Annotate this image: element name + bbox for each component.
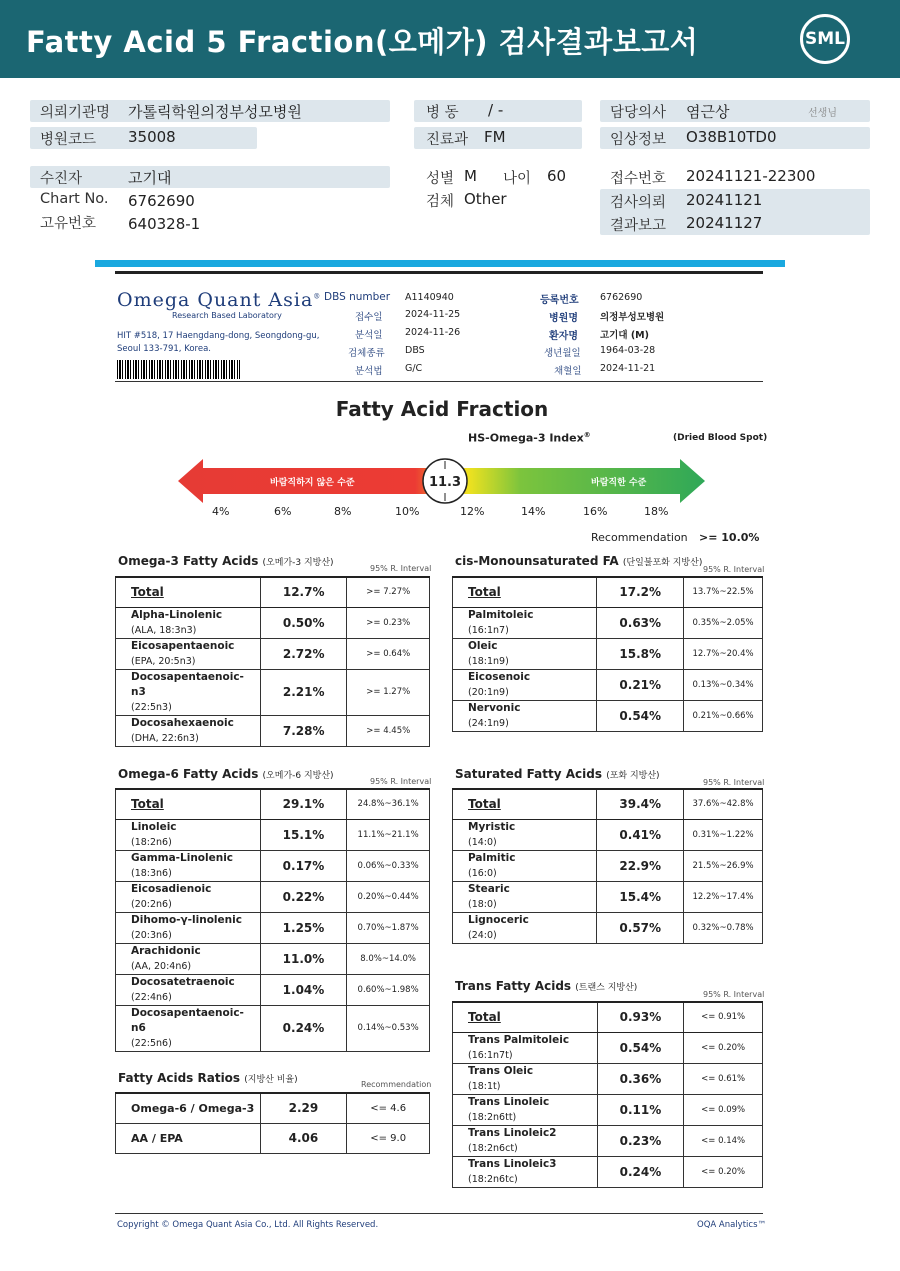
table-cell bbox=[116, 715, 261, 746]
doctor-suffix: 선생님 bbox=[808, 108, 837, 119]
cell-text: Trans Linoleic bbox=[468, 1095, 550, 1108]
table-row bbox=[116, 881, 430, 912]
index-ticks bbox=[0, 505, 900, 521]
table-cell: 0.21% bbox=[597, 669, 684, 700]
table-cell: 0.50% bbox=[260, 607, 347, 638]
table-row bbox=[453, 1094, 763, 1125]
table-row bbox=[453, 1156, 763, 1187]
table-cell: 2.21% bbox=[260, 669, 347, 715]
cell-text: (20:2n6) bbox=[131, 898, 172, 910]
table-row bbox=[116, 850, 430, 881]
table-row bbox=[116, 1123, 430, 1153]
reg-label: 등록번호 bbox=[540, 295, 579, 306]
tick-12: 12% bbox=[460, 505, 485, 518]
table-row bbox=[453, 819, 763, 850]
table-cell bbox=[116, 943, 261, 974]
table-cell bbox=[453, 881, 597, 912]
cell-text: Trans Fatty Acids bbox=[455, 979, 572, 993]
table-cell: 0.36% bbox=[597, 1063, 684, 1094]
table-row bbox=[116, 638, 430, 669]
table-cell: 0.31%~1.22% bbox=[684, 819, 763, 850]
chart-value: 6762690 bbox=[128, 192, 195, 210]
tick-8: 8% bbox=[334, 505, 352, 518]
cell-text: Trans Linoleic3 bbox=[468, 1157, 557, 1170]
table-cell bbox=[453, 850, 597, 881]
table-cell: >= 1.27% bbox=[347, 669, 430, 715]
specimen-label: 검체 bbox=[426, 194, 455, 210]
patient-row bbox=[30, 166, 390, 188]
cell-text: Docosapentaenoic-n3 bbox=[131, 670, 244, 698]
sex-value: M bbox=[464, 167, 477, 185]
table-cell: 0.93% bbox=[597, 1002, 684, 1032]
institution-label: 의뢰기관명 bbox=[40, 105, 111, 121]
cell-text: (20:1n9) bbox=[468, 686, 509, 698]
lab-divider bbox=[115, 381, 763, 382]
cell-text: (ALA, 18:3n3) bbox=[131, 624, 197, 636]
cell-text: Eicosadienoic bbox=[131, 882, 212, 895]
dbs-value: A1140940 bbox=[405, 292, 454, 303]
table-cell: 11.1%~21.1% bbox=[347, 819, 430, 850]
cell-text: (22:4n6) bbox=[131, 991, 172, 1003]
barcode bbox=[117, 360, 240, 379]
cell-text: (18:0) bbox=[468, 898, 497, 910]
trans-table bbox=[452, 1001, 763, 1188]
draw-value: 2024-11-21 bbox=[600, 363, 656, 374]
tick-6: 6% bbox=[274, 505, 292, 518]
table-row bbox=[453, 1063, 763, 1094]
cell-text: (18:3n6) bbox=[131, 867, 172, 879]
table-cell: 0.17% bbox=[260, 850, 346, 881]
omega3-ri-label: 95% R. Interval bbox=[370, 564, 432, 573]
omega6-ri-label: 95% R. Interval bbox=[370, 777, 432, 786]
table-cell bbox=[116, 850, 261, 881]
table-row bbox=[116, 974, 430, 1005]
hosp-value: 의정부성모병원 bbox=[600, 312, 665, 323]
table-cell: <= 9.0 bbox=[347, 1123, 430, 1153]
unique-label: 고유번호 bbox=[40, 216, 97, 232]
copyright: Copyright © Omega Quant Asia Co., Ltd. All Rights Reserved. bbox=[117, 1220, 379, 1230]
cell-text: Lignoceric bbox=[468, 913, 529, 926]
cell-text: (16:1n7t) bbox=[468, 1049, 513, 1061]
table-cell: Total bbox=[453, 789, 597, 819]
request-value: 20241121 bbox=[686, 191, 763, 209]
trans-ri-label: 95% R. Interval bbox=[703, 990, 765, 999]
ward-value: / - bbox=[488, 101, 504, 119]
cell-text: Arachidonic bbox=[131, 944, 201, 957]
dbs-label: DBS number bbox=[324, 291, 391, 303]
table-cell: 37.6%~42.8% bbox=[684, 789, 763, 819]
table-cell: 0.24% bbox=[597, 1156, 684, 1187]
table-cell bbox=[116, 819, 261, 850]
table-row bbox=[116, 1093, 430, 1123]
recommendation-value: >= 10.0% bbox=[699, 531, 760, 544]
cell-text: Trans Linoleic2 bbox=[468, 1126, 557, 1139]
table-cell bbox=[116, 974, 261, 1005]
cell-text: (18:1t) bbox=[468, 1080, 501, 1092]
index-value: 11.3 bbox=[428, 475, 462, 490]
table-cell: AA / EPA bbox=[116, 1123, 261, 1153]
spec-value: DBS bbox=[405, 345, 425, 356]
cell-text: Myristic bbox=[468, 820, 516, 833]
anal-value: 2024-11-26 bbox=[405, 327, 461, 338]
omega-index-mark: ® bbox=[583, 431, 591, 439]
cell-text: Alpha-Linolenic bbox=[131, 608, 223, 621]
method-value: G/C bbox=[405, 363, 423, 374]
receipt-label: 접수번호 bbox=[610, 171, 667, 187]
pname-label: 환자명 bbox=[549, 331, 578, 342]
patient-value: 고기대 bbox=[128, 169, 172, 187]
cell-text: (18:1n9) bbox=[468, 655, 509, 667]
omega-index-title bbox=[468, 431, 591, 445]
cell-text: (22:5n3) bbox=[131, 701, 172, 713]
table-cell: 22.9% bbox=[597, 850, 684, 881]
table-cell bbox=[116, 669, 261, 715]
table-cell bbox=[453, 1094, 598, 1125]
table-cell: 0.21%~0.66% bbox=[684, 700, 763, 731]
table-cell: 0.23% bbox=[597, 1125, 684, 1156]
spec-label: 검체종류 bbox=[348, 348, 385, 359]
cell-text: Oleic bbox=[468, 639, 498, 652]
cell-text: (14:0) bbox=[468, 836, 497, 848]
report-title: Fatty Acid 5 Fraction(오메가) 검사결과보고서 bbox=[26, 25, 699, 59]
hospital-code-value: 35008 bbox=[128, 128, 176, 146]
reg-value: 6762690 bbox=[600, 292, 643, 303]
table-cell bbox=[453, 912, 597, 943]
recommendation-label: Recommendation bbox=[591, 531, 688, 544]
clinical-label: 임상정보 bbox=[610, 132, 667, 148]
trans-total-row bbox=[453, 1002, 763, 1032]
age-label: 나이 bbox=[503, 171, 532, 187]
cell-text: (20:3n6) bbox=[131, 929, 172, 941]
sat-title: Saturated Fatty Acids (포화 지방산) bbox=[455, 767, 660, 781]
mono-title: cis-Monounsaturated FA (단일불포화 지방산) bbox=[455, 554, 703, 568]
table-cell: <= 0.20% bbox=[684, 1032, 763, 1063]
cell-text: Nervonic bbox=[468, 701, 521, 714]
table-cell bbox=[116, 638, 261, 669]
unique-value: 640328-1 bbox=[128, 215, 201, 233]
cell-text: Trans Palmitoleic bbox=[468, 1033, 570, 1046]
table-row bbox=[116, 607, 430, 638]
tick-16: 16% bbox=[583, 505, 608, 518]
oqa-tagline: Research Based Laboratory bbox=[172, 311, 282, 320]
table-cell bbox=[453, 607, 597, 638]
table-cell: <= 0.91% bbox=[684, 1002, 763, 1032]
report-value: 20241127 bbox=[686, 214, 763, 232]
mono-ri-label: 95% R. Interval bbox=[703, 565, 765, 574]
table-cell: 39.4% bbox=[597, 789, 684, 819]
trans-title: Trans Fatty Acids (트랜스 지방산) bbox=[455, 979, 638, 993]
lab-address-2: Seoul 133-791, Korea. bbox=[117, 344, 211, 354]
footer-brand: OQA Analytics™ bbox=[697, 1220, 766, 1230]
table-cell: 0.57% bbox=[597, 912, 684, 943]
table-cell: 12.2%~17.4% bbox=[684, 881, 763, 912]
dob-label: 생년월일 bbox=[544, 348, 581, 359]
table-cell bbox=[453, 669, 597, 700]
table-cell: 0.41% bbox=[597, 819, 684, 850]
table-cell: <= 0.20% bbox=[684, 1156, 763, 1187]
cell-text: (18:2n6tc) bbox=[468, 1173, 518, 1185]
table-cell: 0.13%~0.34% bbox=[684, 669, 763, 700]
tick-18: 18% bbox=[644, 505, 669, 518]
cell-text: (EPA, 20:5n3) bbox=[131, 655, 196, 667]
cell-text: (22:5n6) bbox=[131, 1037, 172, 1049]
table-row bbox=[453, 700, 763, 731]
table-cell: 1.04% bbox=[260, 974, 346, 1005]
omega6-total-row bbox=[116, 789, 430, 819]
specimen-value: Other bbox=[464, 190, 507, 208]
omega3-total-row bbox=[116, 577, 430, 607]
pname-value: 고기대 (M) bbox=[600, 330, 649, 341]
table-cell bbox=[116, 912, 261, 943]
age-value: 60 bbox=[547, 167, 567, 185]
cell-text: (DHA, 22:6n3) bbox=[131, 732, 199, 744]
anal-label: 분석일 bbox=[355, 330, 383, 341]
table-cell: 0.32%~0.78% bbox=[684, 912, 763, 943]
table-row bbox=[453, 638, 763, 669]
sml-logo: SML bbox=[800, 14, 850, 64]
ratios-rec-label: Recommendation bbox=[361, 1080, 432, 1089]
patient-label: 수진자 bbox=[40, 171, 83, 187]
table-cell: 11.0% bbox=[260, 943, 346, 974]
table-cell: 2.72% bbox=[260, 638, 347, 669]
mono-total-row bbox=[453, 577, 763, 607]
table-row bbox=[453, 1032, 763, 1063]
table-row bbox=[116, 1005, 430, 1051]
tick-14: 14% bbox=[521, 505, 546, 518]
table-cell: 0.63% bbox=[597, 607, 684, 638]
dob-value: 1964-03-28 bbox=[600, 345, 656, 356]
table-cell: 0.20%~0.44% bbox=[347, 881, 430, 912]
sex-label: 성별 bbox=[426, 171, 455, 187]
cell-text: Gamma-Linolenic bbox=[131, 851, 234, 864]
table-row bbox=[116, 669, 430, 715]
recv-label: 접수일 bbox=[355, 312, 383, 323]
cell-text: Docosahexaenoic bbox=[131, 716, 234, 729]
hosp-label: 병원명 bbox=[549, 313, 578, 324]
table-cell: 0.60%~1.98% bbox=[347, 974, 430, 1005]
cell-text: (16:0) bbox=[468, 867, 497, 879]
index-gauge bbox=[175, 458, 710, 504]
cell-text: Palmitoleic bbox=[468, 608, 534, 621]
dept-value: FM bbox=[484, 128, 506, 146]
table-cell: <= 0.09% bbox=[684, 1094, 763, 1125]
table-cell: 8.0%~14.0% bbox=[347, 943, 430, 974]
table-row bbox=[453, 1125, 763, 1156]
cell-text: Palmitic bbox=[468, 851, 516, 864]
blood-spot-label: (Dried Blood Spot) bbox=[673, 433, 768, 443]
table-cell: 12.7%~20.4% bbox=[684, 638, 763, 669]
ratios-table bbox=[115, 1092, 430, 1154]
table-cell: <= 0.61% bbox=[684, 1063, 763, 1094]
table-cell: 12.7% bbox=[260, 577, 347, 607]
table-cell: <= 0.14% bbox=[684, 1125, 763, 1156]
doctor-label: 담당의사 bbox=[610, 105, 667, 121]
table-cell: 15.8% bbox=[597, 638, 684, 669]
table-cell bbox=[453, 1063, 598, 1094]
tick-4: 4% bbox=[212, 505, 230, 518]
cell-text: (18:2n6tt) bbox=[468, 1111, 517, 1123]
table-cell: >= 7.27% bbox=[347, 577, 430, 607]
table-row bbox=[116, 715, 430, 746]
table-cell: Omega-6 / Omega-3 bbox=[116, 1093, 261, 1123]
method-label: 분석법 bbox=[355, 366, 383, 377]
cell-text: cis-Monounsaturated FA bbox=[455, 554, 619, 568]
cell-text: (24:1n9) bbox=[468, 717, 509, 729]
table-cell: 2.29 bbox=[260, 1093, 347, 1123]
cell-text: Stearic bbox=[468, 882, 510, 895]
table-cell: 24.8%~36.1% bbox=[347, 789, 430, 819]
table-cell: >= 0.64% bbox=[347, 638, 430, 669]
cell-text: (18:2n6ct) bbox=[468, 1142, 518, 1154]
table-cell: 0.14%~0.53% bbox=[347, 1005, 430, 1051]
fraction-title: Fatty Acid Fraction bbox=[335, 397, 549, 421]
table-cell: 4.06 bbox=[260, 1123, 347, 1153]
request-label: 검사의뢰 bbox=[610, 195, 667, 211]
sat-ri-label: 95% R. Interval bbox=[703, 778, 765, 787]
table-cell: 15.4% bbox=[597, 881, 684, 912]
table-cell: 0.06%~0.33% bbox=[347, 850, 430, 881]
cell-text: (18:2n6) bbox=[131, 836, 172, 848]
table-cell: >= 0.23% bbox=[347, 607, 430, 638]
table-cell bbox=[453, 1032, 598, 1063]
table-cell: 29.1% bbox=[260, 789, 346, 819]
table-cell: 0.54% bbox=[597, 700, 684, 731]
table-cell: 0.11% bbox=[597, 1094, 684, 1125]
dept-label: 진료과 bbox=[426, 132, 469, 148]
table-cell: 13.7%~22.5% bbox=[684, 577, 763, 607]
draw-label: 채혈일 bbox=[554, 366, 582, 377]
table-row bbox=[116, 819, 430, 850]
table-cell: 15.1% bbox=[260, 819, 346, 850]
cell-text: (16:1n7) bbox=[468, 624, 509, 636]
table-row bbox=[453, 607, 763, 638]
cell-text: Dihomo-γ-linolenic bbox=[131, 913, 242, 926]
cell-text: Omega-6 Fatty Acids bbox=[118, 767, 259, 781]
table-row bbox=[453, 912, 763, 943]
clinical-value: O38B10TD0 bbox=[686, 128, 777, 146]
table-cell: >= 4.45% bbox=[347, 715, 430, 746]
cell-text: Trans Oleic bbox=[468, 1064, 534, 1077]
sat-total-row bbox=[453, 789, 763, 819]
oqa-logo bbox=[117, 289, 321, 311]
table-row bbox=[453, 669, 763, 700]
ward-label: 병 동 bbox=[426, 105, 459, 121]
table-cell: 0.24% bbox=[260, 1005, 346, 1051]
table-cell: 0.22% bbox=[260, 881, 346, 912]
table-row bbox=[116, 912, 430, 943]
table-cell bbox=[116, 1005, 261, 1051]
mono-table bbox=[452, 576, 763, 732]
table-cell: 17.2% bbox=[597, 577, 684, 607]
cell-text: Docosapentaenoic-n6 bbox=[131, 1006, 244, 1034]
cell-text: HS-Omega-3 Index bbox=[468, 431, 584, 445]
cell-text: Fatty Acids Ratios bbox=[118, 1071, 241, 1085]
cell-text: Omega Quant Asia bbox=[117, 289, 314, 311]
table-cell: 0.70%~1.87% bbox=[347, 912, 430, 943]
cell-text: Linoleic bbox=[131, 820, 177, 833]
good-zone-label: 바람직한 수준 bbox=[591, 478, 647, 488]
lab-address-1: HIT #518, 17 Haengdang-dong, Seongdong-gu, bbox=[117, 331, 320, 341]
hospital-code-label: 병원코드 bbox=[40, 132, 97, 148]
cell-text: Saturated Fatty Acids bbox=[455, 767, 602, 781]
table-cell bbox=[453, 1125, 598, 1156]
table-cell: Total bbox=[116, 789, 261, 819]
table-cell bbox=[453, 700, 597, 731]
tick-10: 10% bbox=[395, 505, 420, 518]
cell-text: (24:0) bbox=[468, 929, 497, 941]
cell-text: Eicosenoic bbox=[468, 670, 531, 683]
institution-value: 가톨릭학원의정부성모병원 bbox=[128, 103, 302, 121]
bad-zone-label: 바람직하지 않은 수준 bbox=[270, 478, 355, 488]
omega3-table bbox=[115, 576, 430, 747]
divider-black bbox=[115, 271, 763, 274]
cell-text: (AA, 20:4n6) bbox=[131, 960, 192, 972]
ratios-title: Fatty Acids Ratios (지방산 비율) bbox=[118, 1071, 298, 1085]
table-cell: 0.35%~2.05% bbox=[684, 607, 763, 638]
table-cell: Total bbox=[453, 577, 597, 607]
table-cell bbox=[453, 819, 597, 850]
cell-text: Eicosapentaenoic bbox=[131, 639, 235, 652]
cell-text: Omega-3 Fatty Acids bbox=[118, 554, 259, 568]
sat-table bbox=[452, 788, 763, 944]
oqa-logo-mark: ® bbox=[313, 292, 322, 301]
table-row bbox=[116, 943, 430, 974]
omega3-title: Omega-3 Fatty Acids (오메가-3 지방산) bbox=[118, 554, 334, 568]
omega6-title: Omega-6 Fatty Acids (오메가-6 지방산) bbox=[118, 767, 334, 781]
table-cell bbox=[453, 638, 597, 669]
table-cell: Total bbox=[453, 1002, 598, 1032]
table-cell: 21.5%~26.9% bbox=[684, 850, 763, 881]
table-cell bbox=[116, 881, 261, 912]
table-cell bbox=[116, 607, 261, 638]
table-row bbox=[453, 881, 763, 912]
table-row bbox=[453, 850, 763, 881]
table-cell bbox=[453, 1156, 598, 1187]
footer-line bbox=[115, 1213, 763, 1214]
omega6-table bbox=[115, 788, 430, 1052]
chart-label: Chart No. bbox=[40, 191, 109, 207]
table-cell: 1.25% bbox=[260, 912, 346, 943]
table-cell: <= 4.6 bbox=[347, 1093, 430, 1123]
receipt-value: 20241121-22300 bbox=[686, 167, 816, 185]
divider-blue bbox=[95, 260, 785, 267]
recv-value: 2024-11-25 bbox=[405, 309, 461, 320]
cell-text: Docosatetraenoic bbox=[131, 975, 235, 988]
table-cell: Total bbox=[116, 577, 261, 607]
table-cell: 7.28% bbox=[260, 715, 347, 746]
table-cell: 0.54% bbox=[597, 1032, 684, 1063]
report-label: 결과보고 bbox=[610, 218, 667, 234]
doctor-value: 염근상 bbox=[686, 103, 730, 121]
